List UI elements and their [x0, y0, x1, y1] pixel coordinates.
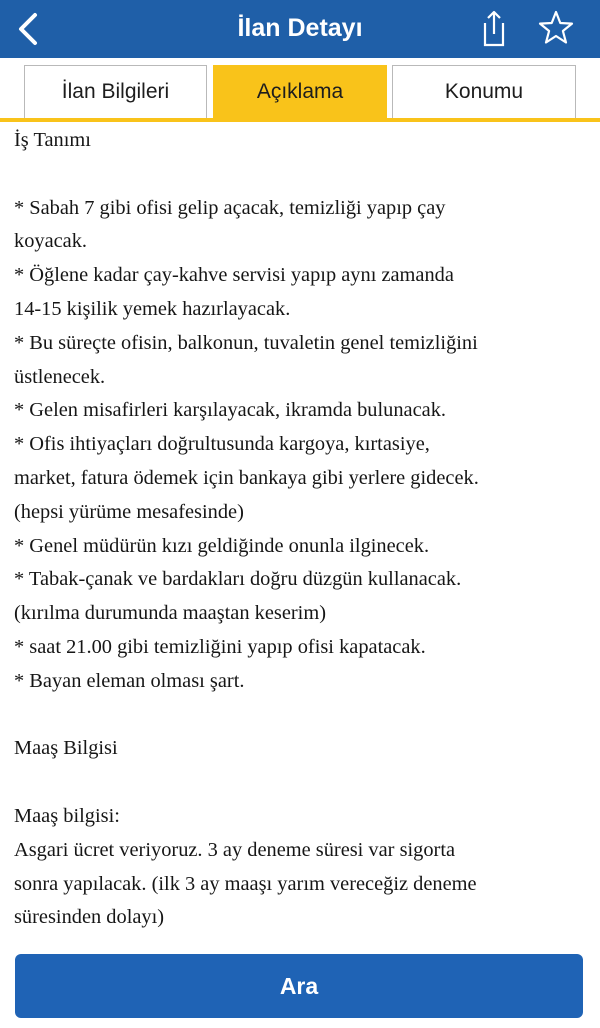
- salary-line: Asgari ücret veriyoruz. 3 ay deneme süresi var sigorta: [14, 838, 456, 861]
- description-line: (hepsi yürüme mesafesinde): [14, 500, 244, 523]
- share-button[interactable]: [474, 6, 514, 50]
- description-line: * Öğlene kadar çay-kahve servisi yapıp aynı zamanda: [14, 264, 454, 287]
- bottom-action-bar: [0, 944, 600, 1028]
- description-line: * Tabak-çanak ve bardakları doğru düzgün kullanacak.: [14, 568, 462, 591]
- job-heading: İş Tanımı: [14, 129, 91, 151]
- favorite-button[interactable]: [534, 6, 578, 50]
- description-line: * Bu süreçte ofisin, balkonun, tuvaletin genel temizliğini: [14, 331, 478, 354]
- spacer: [14, 699, 594, 733]
- chevron-left-icon: [16, 12, 40, 46]
- description-line: * Ofis ihtiyaçları doğrultusunda kargoya, kırtasiye,: [14, 433, 430, 456]
- tab-konumu[interactable]: Konumu: [392, 65, 576, 118]
- description-line: koyacak.: [14, 230, 88, 253]
- top-navigation-bar: [0, 0, 600, 58]
- star-outline-icon: [537, 9, 575, 47]
- salary-line: süresinden dolayı): [14, 906, 165, 929]
- share-icon: [479, 8, 509, 48]
- spacer: [14, 766, 594, 800]
- tab-ilan-bilgileri[interactable]: İlan Bilgileri: [24, 65, 207, 118]
- description-line: * Bayan eleman olması şart.: [14, 669, 245, 692]
- description-line: * saat 21.00 gibi temizliğini yapıp ofisi kapatacak.: [14, 635, 426, 658]
- description-line: * Gelen misafirleri karşılayacak, ikramda bulunacak.: [14, 399, 446, 422]
- description-line: * Genel müdürün kızı geldiğinde onunla ilginecek.: [14, 534, 430, 557]
- salary-label: Maaş bilgisi:: [14, 804, 120, 827]
- tab-bar: [0, 58, 600, 122]
- page-title: İlan Detayı: [237, 14, 363, 42]
- description-content: [14, 124, 594, 935]
- description-line: (kırılma durumunda maaştan keserim): [14, 602, 326, 625]
- description-line: 14-15 kişilik yemek hazırlayacak.: [14, 297, 291, 320]
- back-button[interactable]: [8, 8, 48, 50]
- salary-line: sonra yapılacak. (ilk 3 ay maaşı yarım vereceğiz deneme: [14, 872, 477, 895]
- tab-underline: [0, 118, 600, 122]
- salary-heading: Maaş Bilgisi: [14, 737, 118, 760]
- description-line: üstlenecek.: [14, 365, 106, 388]
- description-line: market, fatura ödemek için bankaya gibi yerlere gidecek.: [14, 466, 479, 489]
- description-line: * Sabah 7 gibi ofisi gelip açacak, temizliği yapıp çay: [14, 196, 446, 219]
- tab-aciklama[interactable]: Açıklama: [213, 65, 387, 118]
- search-button[interactable]: Ara: [15, 954, 583, 1018]
- spacer: [14, 158, 594, 192]
